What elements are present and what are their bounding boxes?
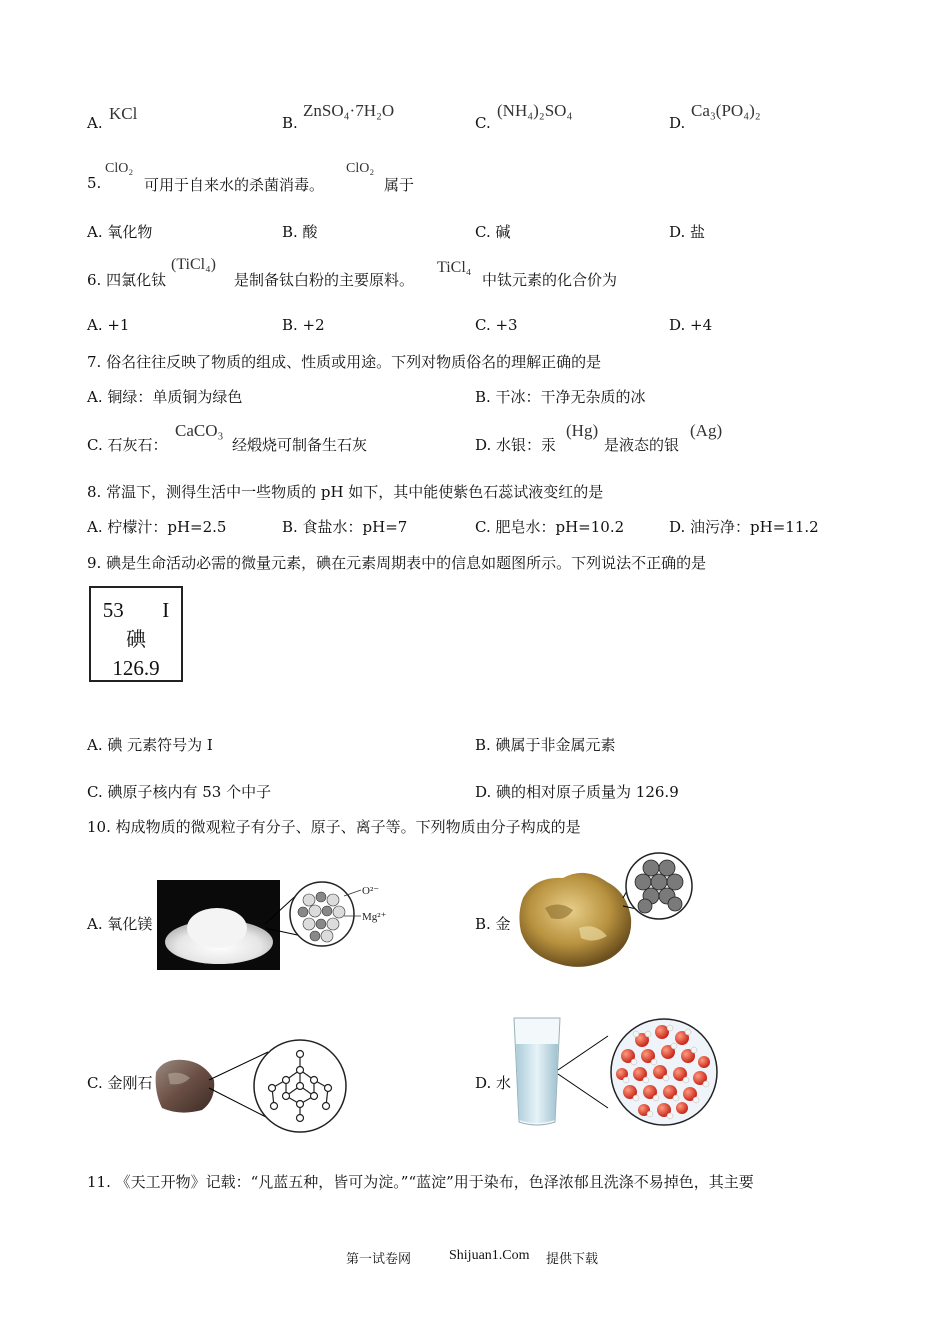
element-card-iodine	[89, 586, 183, 682]
q4-option-d-label: D.	[669, 114, 686, 132]
footer-site-url[interactable]: Shijuan1.Com	[449, 1248, 530, 1263]
element-symbol: I	[162, 598, 170, 622]
q8-option-d: D. 油污净：pH=11.2	[669, 518, 819, 536]
q7-option-c-formula: CaCO₃	[175, 421, 224, 440]
q5-formula-1: ClO₂	[105, 161, 134, 176]
water-in-glass	[516, 1044, 558, 1123]
gold-nugget	[519, 873, 631, 967]
q4-option-b-label: B.	[282, 114, 298, 132]
q9-option-a: A. 碘 元素符号为 I	[87, 736, 213, 754]
q6-formula: TiCl₄	[437, 259, 472, 276]
oxide-ion-label: O²⁻	[362, 885, 380, 897]
element-atomic-number: 53	[102, 598, 124, 622]
q7-option-d-prefix: D. 水银：汞	[475, 436, 557, 454]
q7-stem: 7. 俗名往往反映了物质的组成、性质或用途。下列对物质俗名的理解正确的是	[87, 353, 602, 371]
q7-option-d-formula-hg: (Hg)	[566, 421, 599, 440]
footer-download-text: 提供下载	[546, 1252, 599, 1267]
q5-option-a: A. 氧化物	[87, 223, 153, 241]
water-glass-illustration	[512, 1014, 724, 1130]
q6-option-a: A. +1	[87, 316, 130, 334]
q5-option-b: B. 酸	[282, 223, 318, 241]
q7-option-c-prefix: C. 石灰石：	[87, 436, 168, 454]
q10-option-a: A. 氧化镁	[87, 915, 153, 933]
q8-option-c: C. 肥皂水：pH=10.2	[475, 518, 625, 536]
q5-option-d: D. 盐	[669, 223, 706, 241]
q4-option-a-formula: KCl	[109, 104, 138, 123]
rough-diamond	[156, 1060, 215, 1113]
q6-option-b: B. +2	[282, 316, 325, 334]
q6-text-2: 是制备钛白粉的主要原料。	[234, 271, 415, 289]
magnesium-ion-label: Mg²⁺	[362, 911, 387, 923]
q4-option-a-label: A.	[87, 114, 103, 132]
element-name: 碘	[126, 627, 146, 651]
q8-option-a: A. 柠檬汁：pH=2.5	[87, 518, 227, 536]
q5-text-1: 可用于自来水的杀菌消毒。	[144, 176, 325, 194]
element-number-symbol-row	[91, 596, 181, 625]
q6-option-d: D. +4	[669, 316, 713, 334]
q6-option-c: C. +3	[475, 316, 518, 334]
footer-site-name: 第一试卷网	[346, 1252, 412, 1267]
q4-option-c-label: C.	[475, 114, 491, 132]
q8-option-b: B. 食盐水：pH=7	[282, 518, 408, 536]
q11-stem: 11. 《天工开物》记载：“凡蓝五种，皆可为淀。”“蓝淀”用于染布，色泽浓郁且洗涤不易掉色，其主要	[87, 1173, 754, 1191]
element-atomic-mass: 126.9	[112, 656, 160, 680]
q10-option-c: C. 金刚石	[87, 1074, 153, 1092]
q9-stem: 9. 碘是生命活动必需的微量元素，碘在元素周期表中的信息如题图所示。下列说法不正确的是	[87, 554, 707, 572]
q6-text-1: 6. 四氯化钛	[87, 271, 167, 289]
q6-formula-paren: (TiCl₄)	[171, 256, 217, 273]
diamond-illustration	[154, 1030, 350, 1138]
q5-text-2: 属于	[384, 176, 415, 194]
q5-formula-2: ClO₂	[346, 161, 375, 176]
q4-option-b-formula: ZnSO₄·7H₂O	[303, 101, 395, 120]
q7-option-b: B. 干冰：干净无杂质的冰	[475, 388, 646, 406]
q10-option-d: D. 水	[475, 1074, 512, 1092]
q10-option-b: B. 金	[475, 915, 511, 933]
q9-option-c: C. 碘原子核内有 53 个中子	[87, 783, 272, 801]
q5-number: 5.	[87, 174, 102, 192]
q9-option-b: B. 碘属于非金属元素	[475, 736, 616, 754]
q7-option-d-middle: 是液态的银	[604, 436, 680, 454]
magnesium-oxide-illustration	[157, 880, 387, 972]
q7-option-a: A. 铜绿：单质铜为绿色	[87, 388, 243, 406]
q7-option-d-formula-ag: (Ag)	[690, 421, 723, 440]
q7-option-c-suffix: 经煅烧可制备生石灰	[232, 436, 368, 454]
q5-option-c: C. 碱	[475, 223, 511, 241]
q10-stem: 10. 构成物质的微观粒子有分子、原子、离子等。下列物质由分子构成的是	[87, 818, 581, 836]
q8-stem: 8. 常温下，测得生活中一些物质的 pH 如下，其中能使紫色石蕊试液变红的是	[87, 483, 604, 501]
q4-option-c-formula: (NH₄)₂SO₄	[497, 101, 573, 120]
q4-option-d-formula: Ca₃(PO₄)₂	[691, 101, 761, 120]
q9-option-d: D. 碘的相对原子质量为 126.9	[475, 783, 679, 801]
gold-nugget-illustration	[515, 848, 695, 972]
q6-text-3: 中钛元素的化合价为	[482, 271, 618, 289]
